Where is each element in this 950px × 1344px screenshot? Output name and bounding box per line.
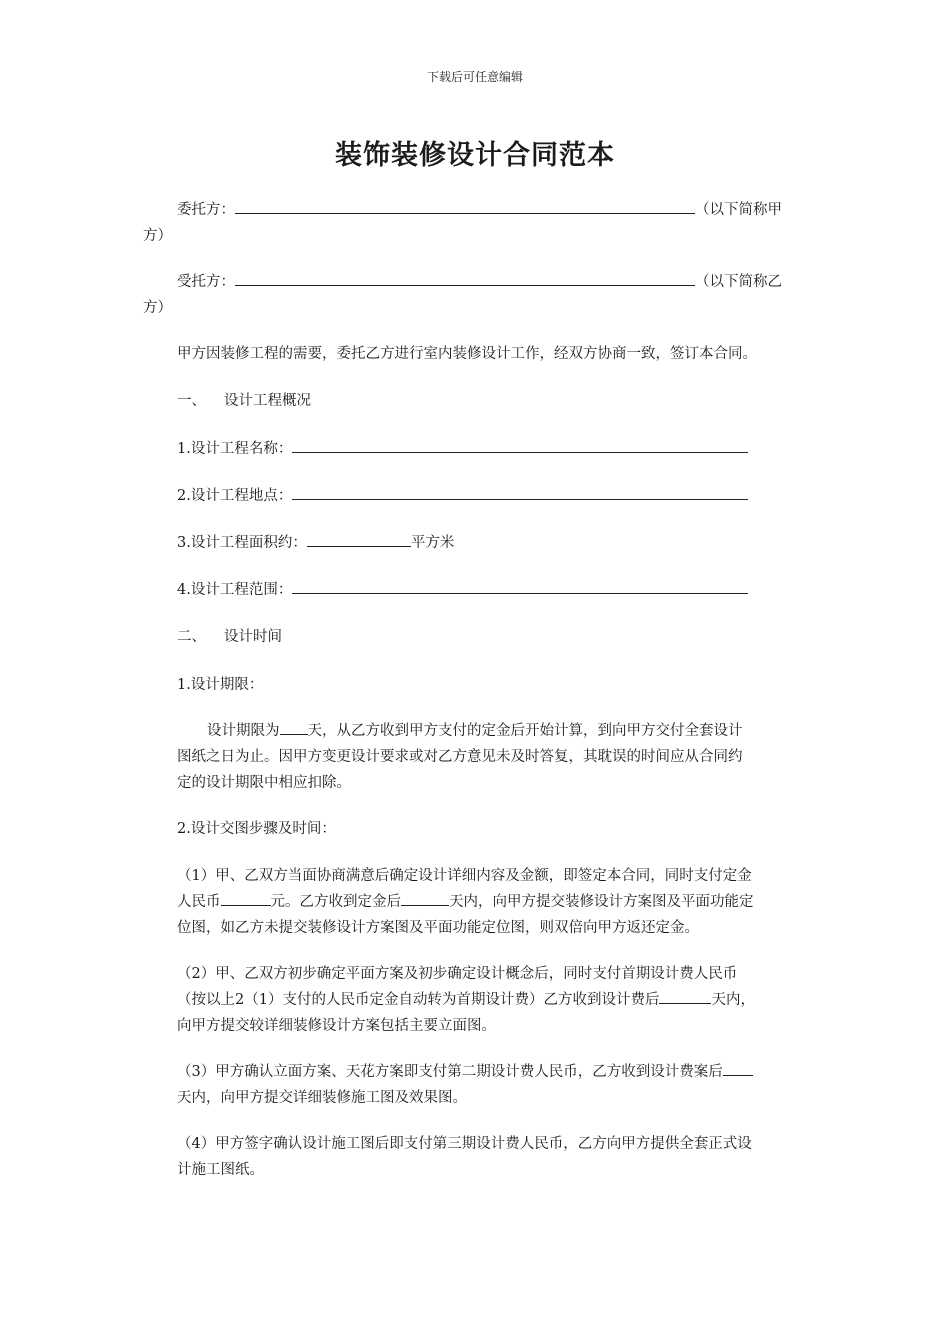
project-scope-line: [177, 577, 748, 603]
project-area-blank[interactable]: [307, 530, 411, 547]
term-label: 1.设计期限：: [177, 677, 264, 693]
contractor-label: 受托方：: [177, 274, 235, 290]
step1-days-blank[interactable]: [401, 889, 449, 906]
step1-l2-c: 天内，向甲方提交装修设计方案图及平面功能定: [449, 894, 754, 910]
term-line-3: 定的设计期限中相应扣除。: [177, 775, 351, 791]
client-label: 委托方：: [177, 202, 235, 218]
project-name-label: 1.设计工程名称：: [177, 441, 293, 457]
step2-l2-a: （按以上2（1）支付的人民币定金自动转为首期设计费）乙方收到设计费后: [177, 992, 660, 1008]
step1-line-2: [177, 889, 754, 915]
steps-label: 2.设计交图步骤及时间：: [177, 821, 336, 837]
section2-heading: [177, 624, 282, 650]
step3-line-1: [177, 1059, 753, 1085]
step1-l2-b: 元。乙方收到定金后: [270, 894, 401, 910]
step4-line-1: （4）甲方签字确认设计施工图后即支付第三期设计费人民币，乙方向甲方提供全套正式设: [177, 1136, 752, 1152]
contractor-line: [177, 269, 782, 295]
client-line: [177, 197, 782, 223]
client-suffix: （以下简称甲: [695, 202, 782, 218]
term-days-blank[interactable]: [280, 718, 308, 735]
section1-title: 设计工程概况: [224, 393, 311, 409]
section2-title: 设计时间: [224, 629, 282, 645]
client-suffix-cont: 方）: [143, 228, 172, 244]
project-location-label: 2.设计工程地点：: [177, 488, 293, 504]
step1-l2-a: 人民币: [177, 894, 221, 910]
intro-paragraph: 甲方因装修工程的需要，委托乙方进行室内装修设计工作，经双方协商一致，签订本合同。: [177, 346, 757, 362]
step3-l1-a: （3）甲方确认立面方案、天花方案即支付第二期设计费人民币，乙方收到设计费案后: [177, 1064, 723, 1080]
step3-line-2: 天内，向甲方提交详细装修施工图及效果图。: [177, 1090, 467, 1106]
project-scope-blank[interactable]: [292, 577, 748, 594]
step1-line-1: （1）甲、乙双方当面协商满意后确定设计详细内容及金额，即签定本合同，同时支付定金: [177, 868, 752, 884]
client-blank[interactable]: [235, 197, 695, 214]
step4-line-2: 计施工图纸。: [177, 1162, 264, 1178]
step2-line-3: 向甲方提交较详细装修设计方案包括主要立面图。: [177, 1018, 496, 1034]
contractor-blank[interactable]: [235, 269, 695, 286]
contractor-suffix: （以下简称乙: [695, 274, 782, 290]
deposit-amount-blank[interactable]: [221, 889, 271, 906]
project-name-blank[interactable]: [292, 436, 748, 453]
header-note: 下载后可任意编辑: [426, 70, 523, 84]
step2-l2-b: 天内，: [711, 992, 755, 1008]
project-name-line: [177, 436, 748, 462]
term-l1-b: 天，从乙方收到甲方支付的定金后开始计算，到向甲方交付全套设计: [307, 723, 743, 739]
project-area-unit: 平方米: [410, 535, 455, 551]
term-l1-a: 设计期限为: [207, 723, 280, 739]
document-title: 装饰装修设计合同范本: [335, 140, 615, 171]
project-area-label: 3.设计工程面积约：: [177, 535, 307, 551]
project-area-line: [177, 530, 454, 556]
section1-heading: [177, 388, 311, 414]
step2-line-1: （2）甲、乙双方初步确定平面方案及初步确定设计概念后，同时支付首期设计费人民币: [177, 966, 738, 982]
step2-days-blank[interactable]: [659, 987, 711, 1004]
contractor-suffix-cont: 方）: [143, 300, 172, 316]
step3-days-blank[interactable]: [723, 1059, 753, 1076]
section1-number: 一、: [177, 393, 206, 409]
project-location-blank[interactable]: [292, 483, 748, 500]
term-line-2: 图纸之日为止。因甲方变更设计要求或对乙方意见未及时答复，其耽误的时间应从合同约: [177, 749, 743, 765]
step1-line-3: 位图，如乙方未提交装修设计方案图及平面功能定位图，则双倍向甲方返还定金。: [177, 920, 699, 936]
project-scope-label: 4.设计工程范围：: [177, 582, 293, 598]
term-line-1: [207, 718, 743, 744]
section2-number: 二、: [177, 629, 206, 645]
step2-line-2: [177, 987, 755, 1013]
project-location-line: [177, 483, 748, 509]
